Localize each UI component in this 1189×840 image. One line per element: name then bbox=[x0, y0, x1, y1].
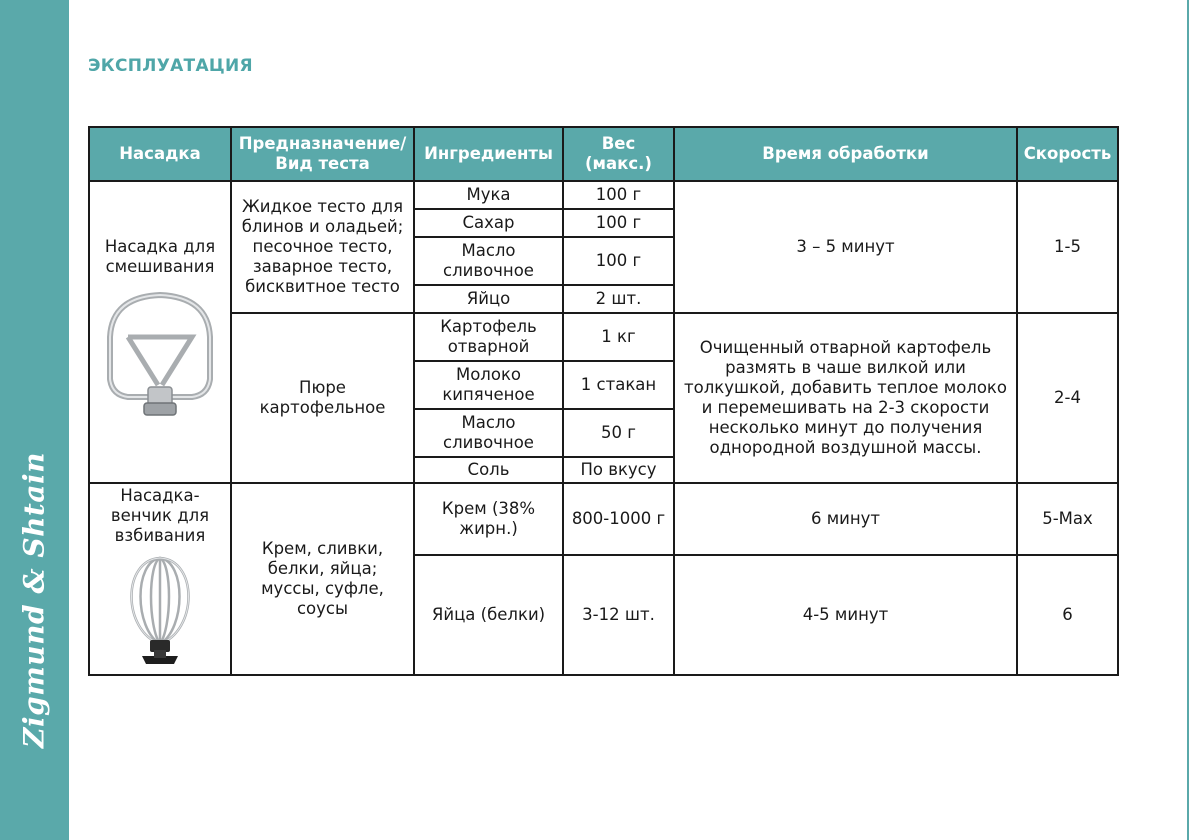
ingredient-puree-butter: Масло сливочное bbox=[414, 409, 563, 457]
batter-purpose: Жидкое тесто для блинов и оладьей; песочное тесто, заварное тесто, бисквитное тесто bbox=[231, 181, 414, 313]
left-sidebar bbox=[0, 0, 69, 840]
ingredient-salt: Соль bbox=[414, 457, 563, 483]
flat-beater-image bbox=[100, 287, 220, 427]
table-row bbox=[89, 181, 1118, 209]
weight-salt: По вкусу bbox=[563, 457, 674, 483]
table-row bbox=[89, 483, 1118, 555]
ingredient-butter: Масло сливочное bbox=[414, 237, 563, 285]
weight-cream: 800-1000 г bbox=[563, 483, 674, 555]
ingredient-egg-whites: Яйца (белки) bbox=[414, 555, 563, 675]
ingredient-milk: Молоко кипяченое bbox=[414, 361, 563, 409]
header-weight-line1: Вес bbox=[601, 134, 636, 153]
weight-egg-whites: 3-12 шт. bbox=[563, 555, 674, 675]
weight-sugar: 100 г bbox=[563, 209, 674, 237]
header-time: Время обработки bbox=[674, 127, 1017, 181]
whisk-purpose: Крем, сливки, белки, яйца; муссы, суфле, соусы bbox=[231, 483, 414, 675]
whisk-image bbox=[120, 552, 200, 672]
header-weight-line2: (макс.) bbox=[585, 154, 652, 173]
time-cream: 6 минут bbox=[674, 483, 1017, 555]
header-purpose-line1: Предназначение/ bbox=[238, 134, 407, 153]
speed-egg-whites: 6 bbox=[1017, 555, 1118, 675]
ingredient-flour: Мука bbox=[414, 181, 563, 209]
weight-egg: 2 шт. bbox=[563, 285, 674, 313]
weight-puree-butter: 50 г bbox=[563, 409, 674, 457]
ingredient-potato: Картофель отварной bbox=[414, 313, 563, 361]
weight-potato: 1 кг bbox=[563, 313, 674, 361]
puree-time: Очищенный отварной картофель размять в чаше вилкой или толкушкой, добавить теплое молоко и перемешивать на 2-3 скорости несколько минут до получения однородной воздушной массы. bbox=[674, 313, 1017, 483]
mixing-attachment-label: Насадка для смешивания bbox=[104, 237, 216, 276]
weight-milk: 1 стакан bbox=[563, 361, 674, 409]
weight-flour: 100 г bbox=[563, 181, 674, 209]
whisk-attachment-cell bbox=[89, 483, 231, 675]
operations-table bbox=[88, 126, 1119, 676]
weight-butter: 100 г bbox=[563, 237, 674, 285]
header-speed: Скорость bbox=[1017, 127, 1118, 181]
header-ingredients: Ингредиенты bbox=[414, 127, 563, 181]
table-header-row bbox=[89, 127, 1118, 181]
time-egg-whites: 4-5 минут bbox=[674, 555, 1017, 675]
ingredient-egg: Яйцо bbox=[414, 285, 563, 313]
section-title: ЭКСПЛУАТАЦИЯ bbox=[88, 56, 253, 76]
speed-cream: 5-Max bbox=[1017, 483, 1118, 555]
header-attachment: Насадка bbox=[89, 127, 231, 181]
whisk-attachment-label: Насадка-венчик для взбивания bbox=[110, 486, 210, 545]
brand-logo: Zigmund & Shtain bbox=[17, 452, 51, 748]
batter-speed: 1-5 bbox=[1017, 181, 1118, 313]
puree-purpose: Пюре картофельное bbox=[231, 313, 414, 483]
ingredient-cream: Крем (38% жирн.) bbox=[414, 483, 563, 555]
header-purpose bbox=[231, 127, 414, 181]
puree-speed: 2-4 bbox=[1017, 313, 1118, 483]
header-purpose-line2: Вид теста bbox=[275, 154, 370, 173]
ingredient-sugar: Сахар bbox=[414, 209, 563, 237]
mixing-attachment-cell bbox=[89, 181, 231, 483]
header-weight bbox=[563, 127, 674, 181]
table-row bbox=[89, 313, 1118, 361]
batter-time: 3 – 5 минут bbox=[674, 181, 1017, 313]
